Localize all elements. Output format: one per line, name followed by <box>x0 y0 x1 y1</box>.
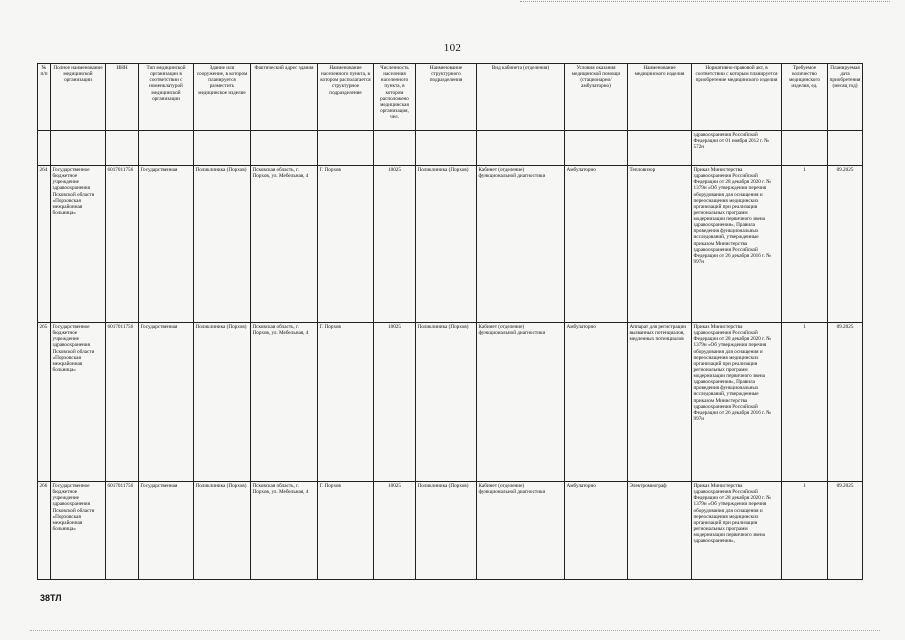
org-name-cell: Государственное бюджетное учреждение здравоохранения Псковской области «Порховская межрайонная больница» <box>51 323 106 482</box>
scan-edge-top <box>520 1 890 3</box>
address-cell: Псковская область, г. Порхов, ул. Мебельная, 4 <box>251 482 318 580</box>
table-row-continuation <box>38 131 863 166</box>
col-header-address: Фактический адрес здания <box>251 64 318 131</box>
date-cell: 09.2025 <box>828 323 863 482</box>
locality-cell: Г. Порхов <box>318 323 374 482</box>
document-code: 38ТЛ <box>40 593 62 603</box>
col-header-building: Здание или сооружение, в котором планируется разместить медицинское изделие <box>194 64 251 131</box>
cabinet-cell: Кабинет (отделение) функциональной диагностики <box>477 323 565 482</box>
unit-cell: Поликлиника (Порхов) <box>416 482 477 580</box>
address-cell: Псковская область, г. Порхов, ул. Мебельная, 4 <box>251 166 318 323</box>
conditions-cell: Амбулаторно <box>565 166 628 323</box>
qty-cell: 1 <box>782 323 828 482</box>
address-cell: Псковская область, г. Порхов, ул. Мебельная, 4 <box>251 323 318 482</box>
page-number: 102 <box>443 42 462 54</box>
cabinet-cell: Кабинет (отделение) функциональной диагностики <box>477 482 565 580</box>
org-type-cell: Государственная <box>139 482 194 580</box>
col-header-cabinet: Вид кабинета (отделения) <box>477 64 565 131</box>
act-cell: Приказ Министерства здравоохранения Российской Федерации от 28 декабря 2020 г. № 1379н «Об утверждении перечня оборудования для оснащения и переоснащения медицинских организаций при реализации региональных программ модернизации первичного звена здравоохранения», Правила проведения функциональных исследований, утвержденные приказом Министерства здравоохранения Российской Федерации от 26 декабря 2016 г. № 997н <box>692 166 782 323</box>
row-number: 265 <box>38 323 51 482</box>
unit-cell: Поликлиника (Порхов) <box>416 166 477 323</box>
device-cell: Тепловизор <box>628 166 692 323</box>
conditions-cell: Амбулаторно <box>565 482 628 580</box>
table-row <box>38 323 863 482</box>
population-cell: 10025 <box>374 323 416 482</box>
date-cell: 09.2025 <box>828 482 863 580</box>
locality-cell: Г. Порхов <box>318 166 374 323</box>
device-cell: Электромиограф <box>628 482 692 580</box>
population-cell: 10025 <box>374 166 416 323</box>
qty-cell: 1 <box>782 166 828 323</box>
col-header-qty: Требуемое количество медицинского изделия, ед. <box>782 64 828 131</box>
row-number: 264 <box>38 166 51 323</box>
row-number: 266 <box>38 482 51 580</box>
unit-cell: Поликлиника (Порхов) <box>416 323 477 482</box>
col-header-inn: ИНН <box>106 64 139 131</box>
inn-cell: 6017011756 <box>106 323 139 482</box>
inn-cell: 6017011756 <box>106 482 139 580</box>
col-header-conditions: Условия оказания медицинской помощи (стационарно/ амбулаторно) <box>565 64 628 131</box>
act-cell: Приказ Министерства здравоохранения Российской Федерации от 28 декабря 2020 г. № 1379н «Об утверждении перечня оборудования для оснащения и переоснащения медицинских организаций при реализации региональных программ модернизации первичного звена здравоохранения», <box>692 482 782 580</box>
col-header-org: Полное наименование медицинской организации <box>51 64 106 131</box>
org-type-cell: Государственная <box>139 166 194 323</box>
cabinet-cell: Кабинет (отделение) функциональной диагностики <box>477 166 565 323</box>
scan-edge-bottom <box>30 630 880 632</box>
col-header-population: Численность населения населенного пункта, в котором расположено медицинская организация, чел. <box>374 64 416 131</box>
org-name-cell: Государственное бюджетное учреждение здравоохранения Псковской области «Порховская межрайонная больница» <box>51 482 106 580</box>
table-row <box>38 166 863 323</box>
building-cell: Поликлиника (Порхов) <box>194 323 251 482</box>
locality-cell: Г. Порхов <box>318 482 374 580</box>
table-row <box>38 482 863 580</box>
continuation-act-cell: здравоохранения Российской Федерации от 01 ноября 2012 г. № 572н <box>692 131 782 166</box>
act-cell: Приказ Министерства здравоохранения Российской Федерации от 28 декабря 2020 г. № 1379н «Об утверждении перечня оборудования для оснащения и переоснащения медицинских организаций при реализации региональных программ модернизации первичного звена здравоохранения», Правила проведения функциональных исследований, утвержденные приказом Министерства здравоохранения Российской Федерации от 26 декабря 2016 г. № 997н <box>692 323 782 482</box>
inn-cell: 6017011756 <box>106 166 139 323</box>
org-type-cell: Государственная <box>139 323 194 482</box>
building-cell: Поликлиника (Порхов) <box>194 166 251 323</box>
col-header-locality: Наименование населенного пункта, в котором располагается структурное подразделение <box>318 64 374 131</box>
table-header-row <box>38 64 863 131</box>
col-header-act: Нормативно-правовой акт, в соответствии с которым планируется приобретение медицинского изделия <box>692 64 782 131</box>
col-header-date: Планируемая дата приобретения (месяц год) <box>828 64 863 131</box>
conditions-cell: Амбулаторно <box>565 323 628 482</box>
col-header-type: Тип медицинской организации в соответствии с номенклатурой медицинской организации <box>139 64 194 131</box>
device-cell: Аппарат для регистрации вызванных потенциалов, медленных потенциалов <box>628 323 692 482</box>
date-cell: 09.2025 <box>828 166 863 323</box>
col-header-unit: Наименование структурного подразделения <box>416 64 477 131</box>
col-header-device: Наименование медицинского изделия <box>628 64 692 131</box>
org-name-cell: Государственное бюджетное учреждение здравоохранения Псковской области «Порховская межрайонная больница» <box>51 166 106 323</box>
col-header-num: № п/п <box>38 64 51 131</box>
qty-cell: 1 <box>782 482 828 580</box>
procurement-table <box>37 63 863 580</box>
population-cell: 10025 <box>374 482 416 580</box>
building-cell: Поликлиника (Порхов) <box>194 482 251 580</box>
